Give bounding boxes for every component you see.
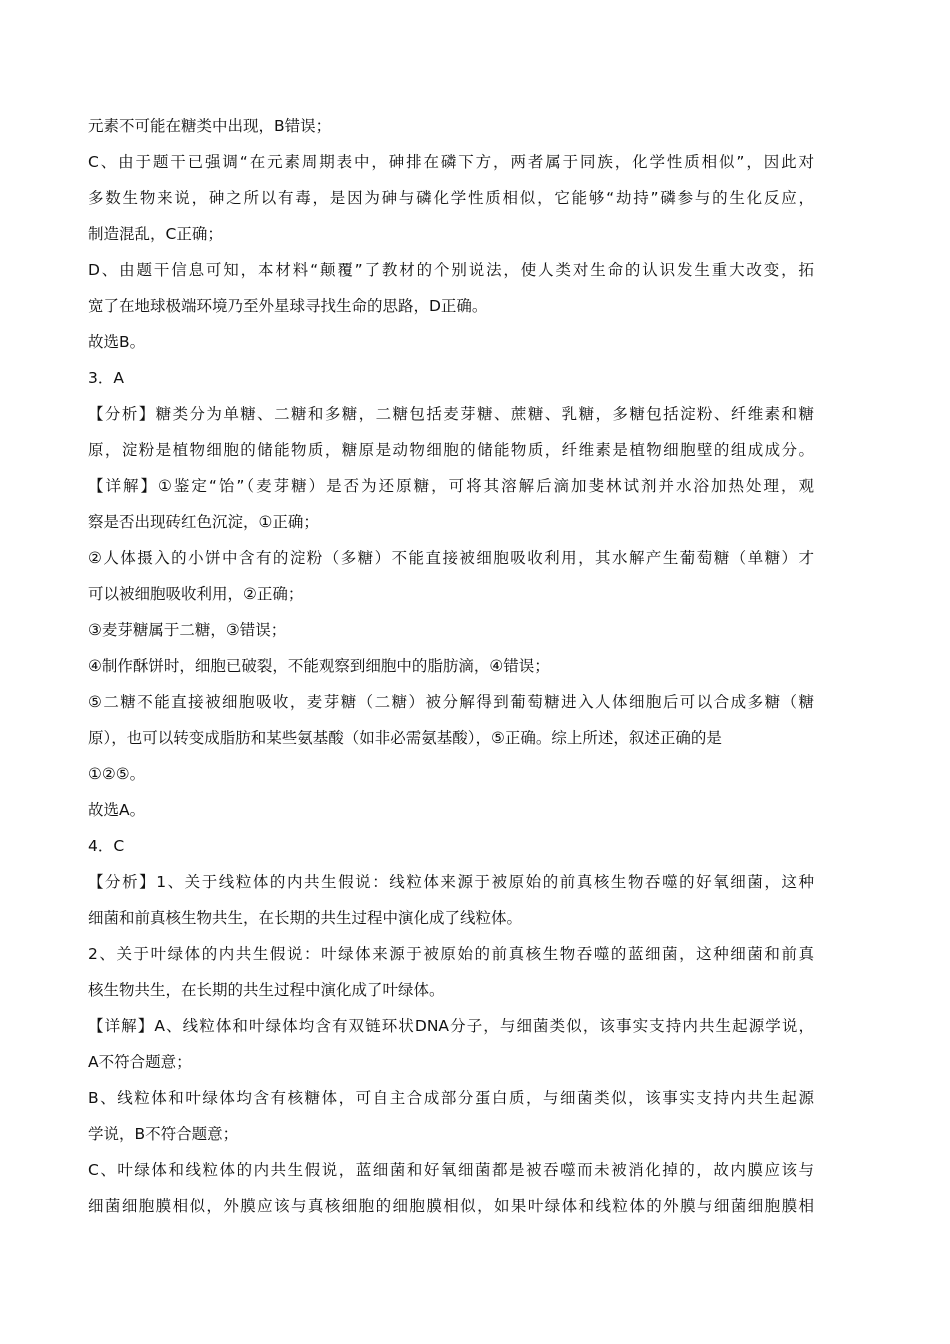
text-line: 核生物共生，在长期的共生过程中演化成了叶绿体。: [88, 981, 445, 999]
text-line: ②人体摄入的小饼中含有的淀粉（多糖）不能直接被细胞吸收利用，其水解产生葡萄糖（单糖）才: [88, 549, 814, 567]
text-line: 细菌和前真核生物共生，在长期的共生过程中演化成了线粒体。: [88, 909, 523, 927]
text-line: 【分析】糖类分为单糖、二糖和多糖，二糖包括麦芽糖、蔗糖、乳糖，多糖包括淀粉、纤维素和糖: [88, 405, 814, 423]
text-line: ④制作酥饼时，细胞已破裂，不能观察到细胞中的脂肪滴，④错误；: [88, 657, 550, 675]
text-line: 多数生物来说，砷之所以有毒，是因为砷与磷化学性质相似，它能够“劫持”磷参与的生化反应，: [88, 189, 814, 207]
text-line: 故选A。: [88, 801, 146, 819]
text-line: ①②⑤。: [88, 765, 146, 783]
text-line: 2、关于叶绿体的内共生假说：叶绿体来源于被原始的前真核生物吞噬的蓝细菌，这种细菌和前真: [88, 945, 814, 963]
text-line: 可以被细胞吸收利用，②正确；: [88, 585, 304, 603]
text-line: 4．C: [88, 837, 125, 855]
text-line: 【分析】1、关于线粒体的内共生假说：线粒体来源于被原始的前真核生物吞噬的好氧细菌，这种: [88, 873, 814, 891]
text-line: 细菌细胞膜相似，外膜应该与真核细胞的细胞膜相似，如果叶绿体和线粒体的外膜与细菌细胞膜相: [88, 1197, 814, 1215]
text-line: 原，淀粉是植物细胞的储能物质，糖原是动物细胞的储能物质，纤维素是植物细胞壁的组成成分。: [88, 441, 814, 459]
text-line: 察是否出现砖红色沉淀，①正确；: [88, 513, 319, 531]
text-line: 宽了在地球极端环境乃至外星球寻找生命的思路，D正确。: [88, 297, 488, 315]
text-line: 制造混乱，C正确；: [88, 225, 223, 243]
text-line: 元素不可能在糖类中出现，B错误；: [88, 117, 332, 135]
text-line: 原），也可以转变成脂肪和某些氨基酸（如非必需氨基酸），⑤正确。综上所述，叙述正确的是: [88, 729, 722, 747]
text-line: 故选B。: [88, 333, 146, 351]
text-line: 【详解】①鉴定“饴”（麦芽糖）是否为还原糖，可将其溶解后滴加斐林试剂并水浴加热处理，观: [88, 477, 814, 495]
document-page: [88, 108, 814, 1224]
text-line: B、线粒体和叶绿体均含有核糖体，可自主合成部分蛋白质，与细菌类似，该事实支持内共生起源: [88, 1089, 814, 1107]
text-line: D、由题干信息可知，本材料“颠覆”了教材的个别说法，使人类对生命的认识发生重大改变，拓: [88, 261, 814, 279]
text-line: C、叶绿体和线粒体的内共生假说，蓝细菌和好氧细菌都是被吞噬而未被消化掉的，故内膜应该与: [88, 1161, 814, 1179]
text-line: 【详解】A、线粒体和叶绿体均含有双链环状DNA分子，与细菌类似，该事实支持内共生起源学说，: [88, 1017, 814, 1035]
text-line: ③麦芽糖属于二糖，③错误；: [88, 621, 287, 639]
text-line: C、由于题干已强调“在元素周期表中，砷排在磷下方，两者属于同族，化学性质相似”，因此对: [88, 153, 814, 171]
text-line: ⑤二糖不能直接被细胞吸收，麦芽糖（二糖）被分解得到葡萄糖进入人体细胞后可以合成多糖（糖: [88, 693, 814, 711]
text-line: 学说，B不符合题意；: [88, 1125, 239, 1143]
text-line: 3．A: [88, 369, 124, 387]
text-line: A不符合题意；: [88, 1053, 192, 1071]
